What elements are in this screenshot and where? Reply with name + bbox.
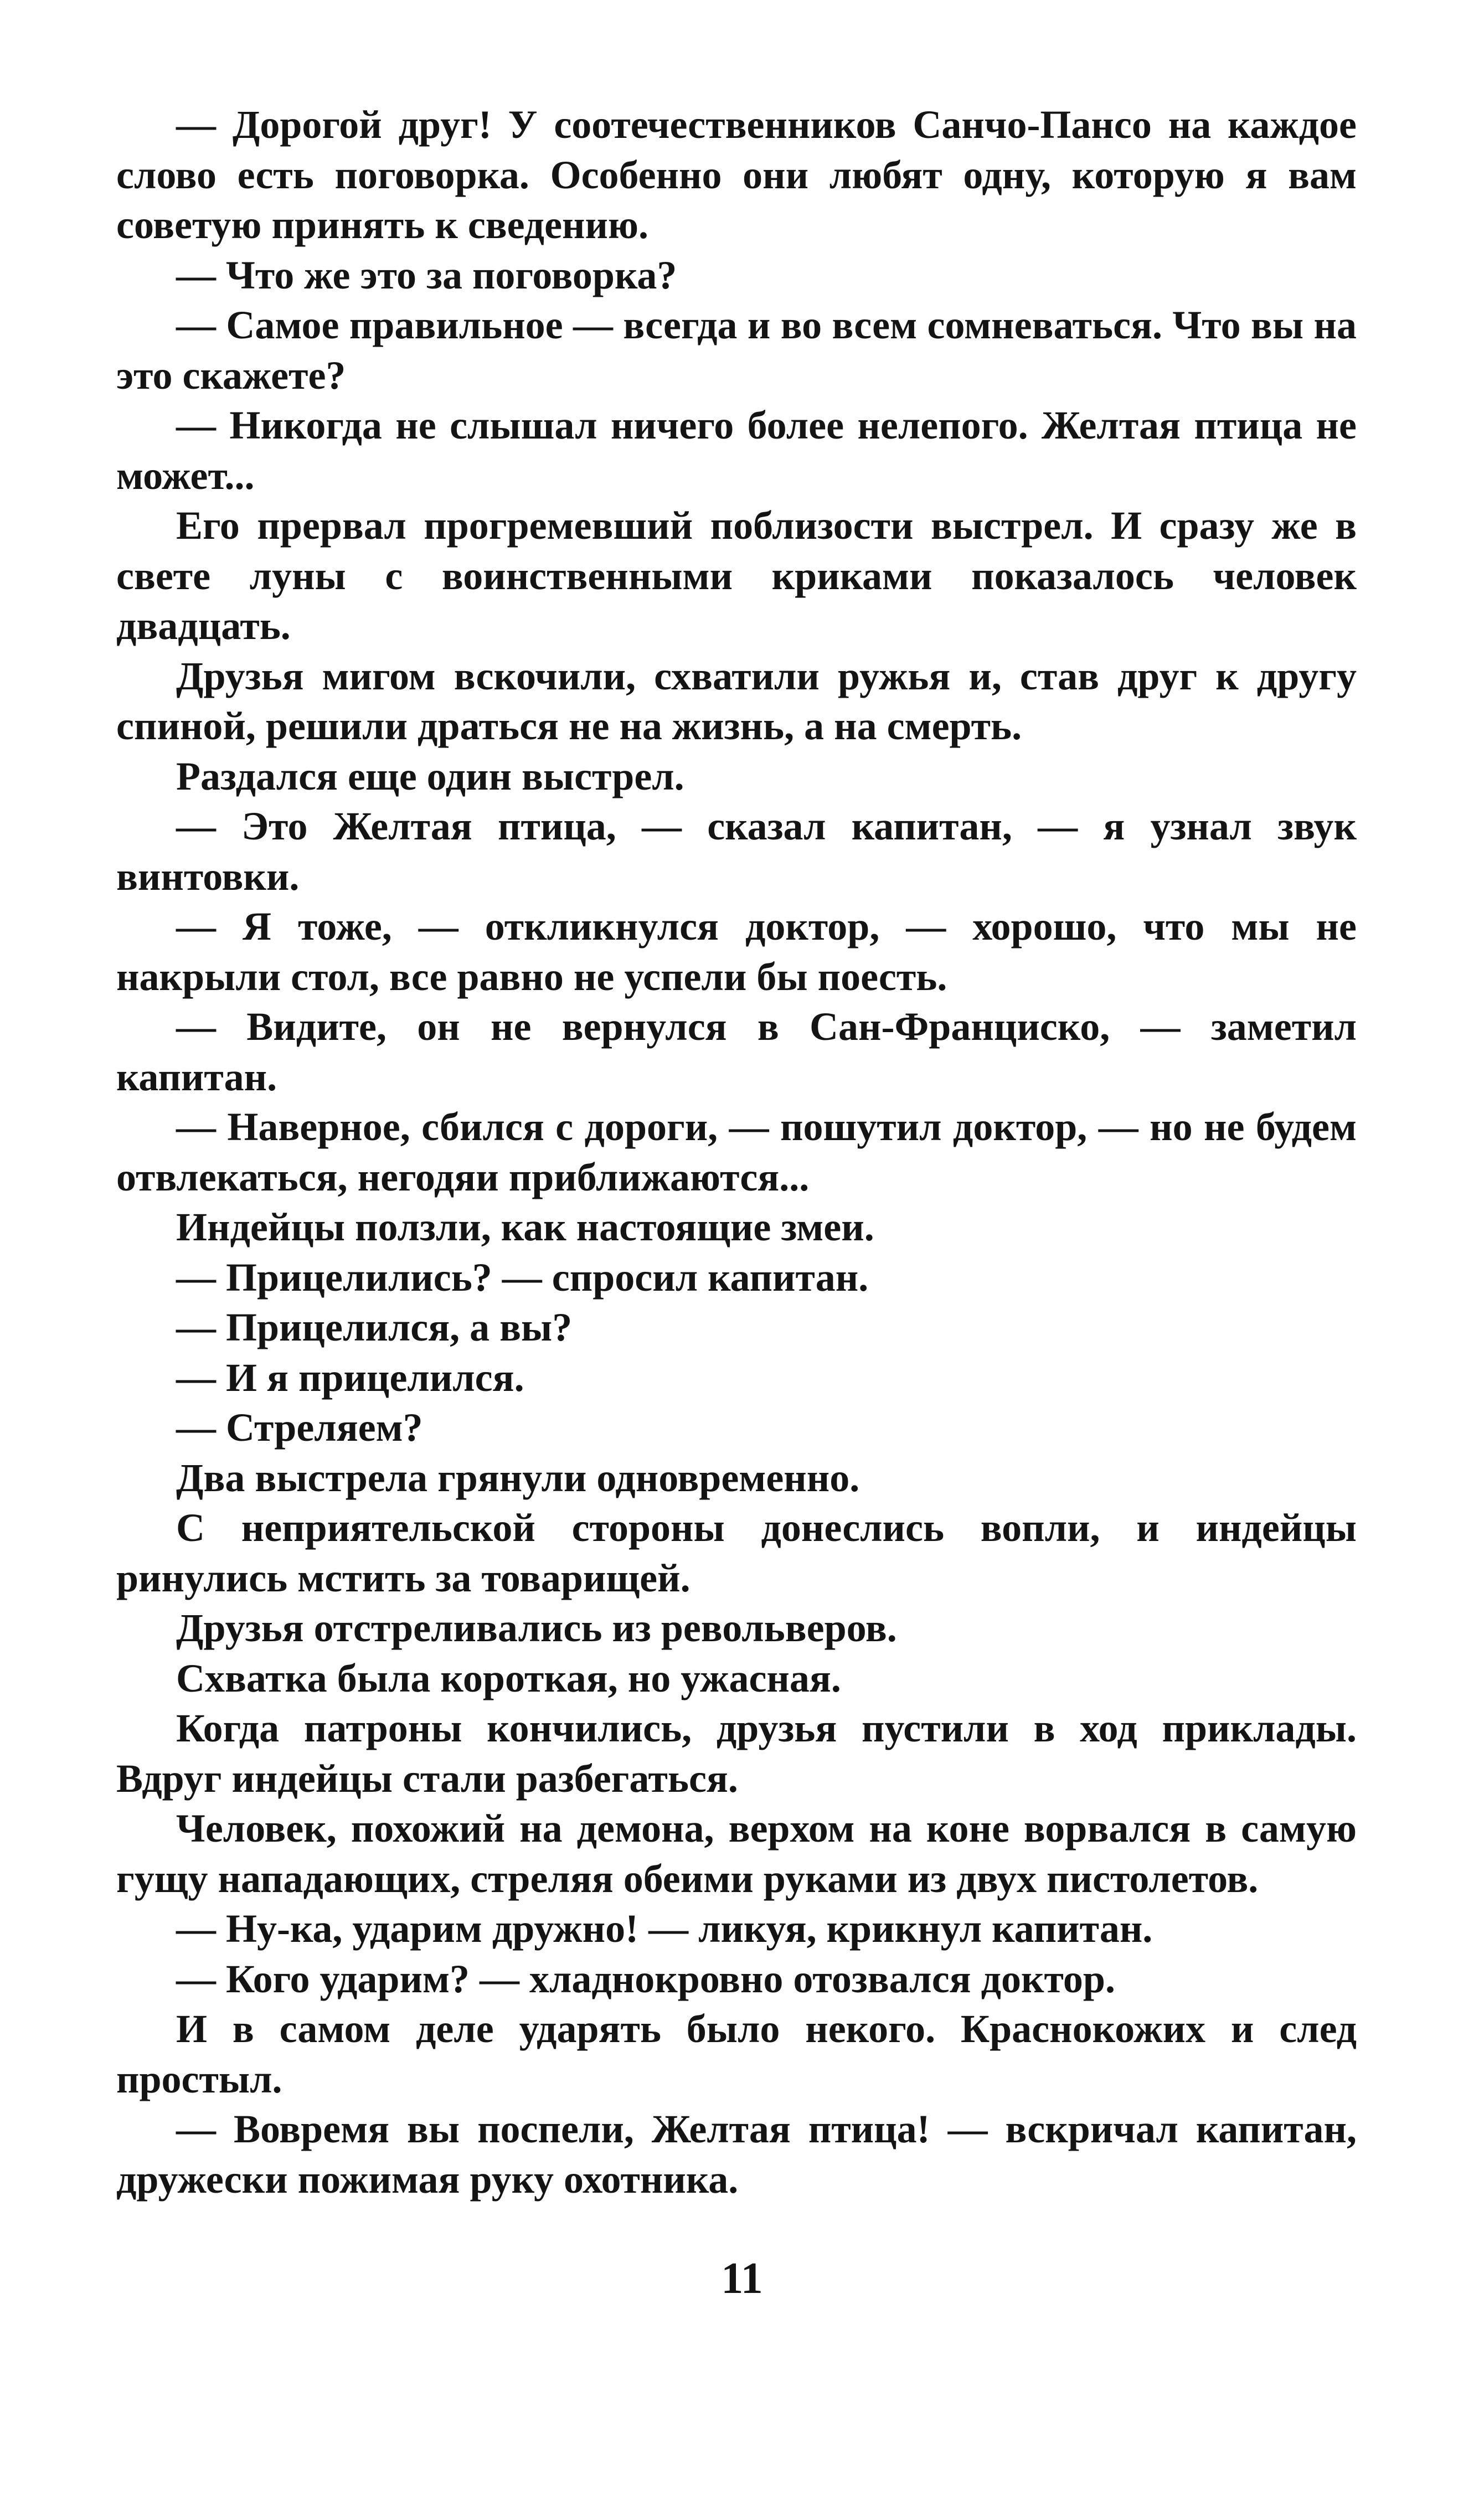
- paragraph: — Кого ударим? — хладнокровно отозвался доктор.: [176, 1956, 1115, 2001]
- paragraph: — Я тоже, — откликнулся доктор, — хорошо, что мы не накрыли стол, все равно не успели бы поесть.: [116, 904, 1357, 999]
- paragraph: С неприятельской стороны донеслись вопли, и индейцы ринулись мстить за товарищей.: [116, 1506, 1357, 1600]
- paragraph: И в самом деле ударять было некого. Краснокожих и след простыл.: [116, 2007, 1357, 2101]
- paragraph: — Никогда не слышал ничего более нелепого. Желтая птица не может...: [116, 403, 1357, 498]
- paragraph: — Прицелился, а вы?: [176, 1305, 573, 1349]
- paragraph: — Стреляем?: [176, 1405, 423, 1450]
- paragraph: Человек, похожий на демона, верхом на коне ворвался в самую гущу нападающих, стреляя обеими руками из двух пистолетов.: [116, 1806, 1357, 1901]
- paragraph: Схватка была короткая, но ужасная.: [176, 1656, 841, 1700]
- paragraph: Раздался еще один выстрел.: [176, 754, 684, 798]
- paragraph: Два выстрела грянули одновременно.: [176, 1455, 860, 1500]
- paragraph: — Вовремя вы поспели, Желтая птица! — вскричал капитан, дружески пожимая руку охотника.: [116, 2107, 1357, 2202]
- page-text: [116, 100, 1357, 2204]
- paragraph: — Самое правильное — всегда и во всем сомневаться. Что вы на это скажете?: [116, 303, 1357, 398]
- paragraph: — Ну-ка, ударим дружно! — ликуя, крикнул капитан.: [176, 1906, 1153, 1951]
- paragraph: — И я прицелился.: [176, 1355, 524, 1400]
- page-number: 11: [721, 2254, 763, 2303]
- paragraph: Индейцы ползли, как настоящие змеи.: [176, 1205, 874, 1249]
- paragraph: Друзья отстреливались из револьверов.: [176, 1606, 897, 1650]
- paragraph: — Что же это за поговорка?: [176, 252, 677, 297]
- paragraph: Друзья мигом вскочили, схватили ружья и, став друг к другу спиной, решили драться не на жизнь, а на смерть.: [116, 653, 1357, 748]
- paragraph: Его прервал прогремевший поблизости выстрел. И сразу же в свете луны с воинственными криками показалось человек двадцать.: [116, 503, 1357, 648]
- paragraph: Когда патроны кончились, друзья пустили в ход приклады. Вдруг индейцы стали разбегаться.: [116, 1706, 1357, 1801]
- paragraph: — Видите, он не вернулся в Сан-Франциско, — заметил капитан.: [116, 1004, 1357, 1099]
- paragraph: — Это Желтая птица, — сказал капитан, — я узнал звук винтовки.: [116, 804, 1357, 899]
- paragraph: — Прицелились? — спросил капитан.: [176, 1255, 869, 1300]
- paragraph: — Наверное, сбился с дороги, — пошутил доктор, — но не будем отвлекаться, негодяи приближаются...: [116, 1105, 1357, 1199]
- paragraph: — Дорогой друг! У соотечественников Санчо-Пансо на каждое слово есть поговорка. Особенно они любят одну, которую я вам советую принять к сведению.: [116, 102, 1357, 247]
